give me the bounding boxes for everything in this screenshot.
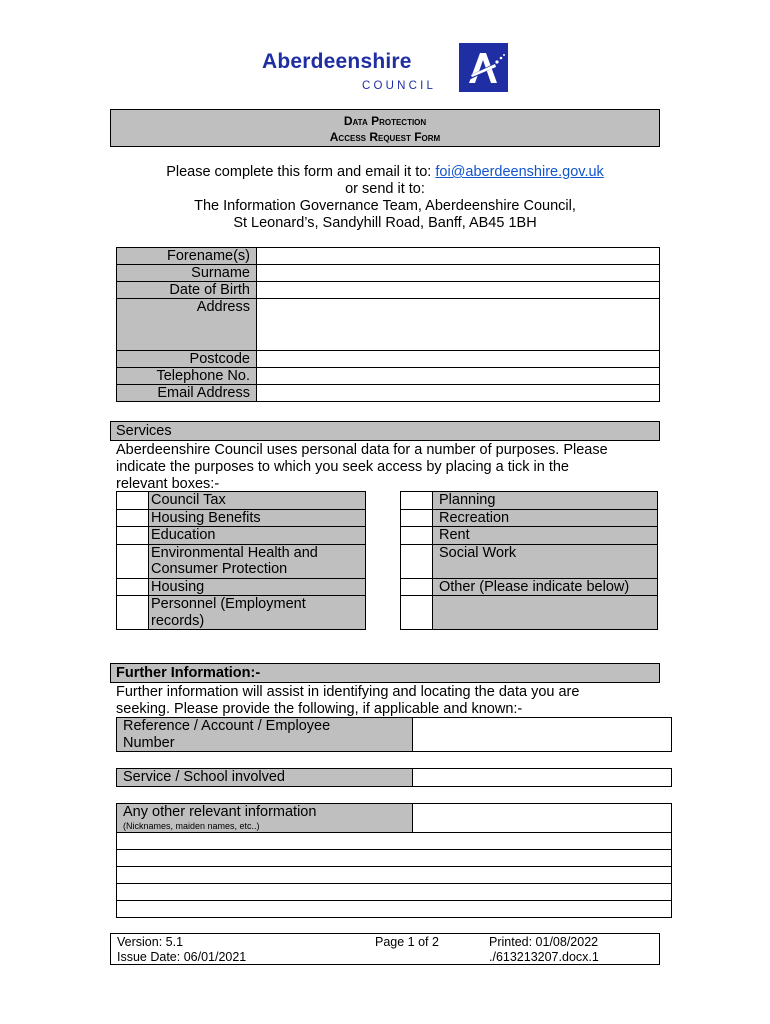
rent-label: Rent (433, 527, 658, 545)
other-info-line-3[interactable] (117, 866, 672, 883)
service-school-table (116, 768, 672, 787)
email-link[interactable]: foi@aberdeenshire.gov.uk (435, 164, 604, 180)
email-field[interactable] (257, 385, 660, 402)
blank-label (433, 596, 658, 630)
further-info-heading: Further Information:- (110, 663, 660, 683)
surname-field[interactable] (257, 265, 660, 282)
social-work-checkbox[interactable] (401, 544, 433, 578)
recreation-checkbox[interactable] (401, 509, 433, 527)
environmental-health-label: Environmental Health and Consumer Protection (149, 544, 366, 578)
services-heading: Services (110, 421, 660, 441)
other-info-line-1[interactable] (117, 832, 672, 849)
other-info-field[interactable] (413, 804, 672, 833)
telephone-label: Telephone No. (117, 368, 257, 385)
further-info-description-l1: Further information will assist in identifying and locating the data you are (116, 684, 580, 700)
footer-issue-date: Issue Date: 06/01/2021 (117, 950, 247, 964)
address-field[interactable] (257, 299, 660, 351)
service-school-field[interactable] (413, 769, 672, 787)
form-title-line1: Data Protection (343, 114, 427, 128)
reference-table (116, 717, 672, 752)
telephone-field[interactable] (257, 368, 660, 385)
other-info-line-4[interactable] (117, 883, 672, 900)
services-right-table (400, 491, 658, 630)
personal-details-table (116, 247, 660, 402)
footer-page-number: Page 1 of 2 (375, 935, 439, 949)
other-info-table (116, 803, 672, 918)
intro-line4: St Leonard’s, Sandyhill Road, Banff, AB45 1BH (233, 215, 537, 231)
housing-benefits-checkbox[interactable] (117, 509, 149, 527)
intro-line2: or send it to: (345, 181, 425, 197)
recreation-label: Recreation (433, 509, 658, 527)
other-checkbox[interactable] (401, 578, 433, 596)
postcode-field[interactable] (257, 351, 660, 368)
rent-checkbox[interactable] (401, 527, 433, 545)
surname-label: Surname (117, 265, 257, 282)
services-description-l3: relevant boxes:- (116, 476, 220, 492)
postcode-label: Postcode (117, 351, 257, 368)
dob-field[interactable] (257, 282, 660, 299)
personnel-checkbox[interactable] (117, 596, 149, 630)
planning-label: Planning (433, 492, 658, 510)
other-label: Other (Please indicate below) (433, 578, 658, 596)
address-label: Address (117, 299, 257, 351)
forename-field[interactable] (257, 248, 660, 265)
email-label: Email Address (117, 385, 257, 402)
footer-file-name: ./613213207.docx.1 (489, 950, 599, 964)
environmental-health-checkbox[interactable] (117, 544, 149, 578)
education-label: Education (149, 527, 366, 545)
form-title-banner (110, 109, 660, 147)
form-title-line2: Access Request Form (329, 130, 441, 144)
reference-label: Reference / Account / Employee Number (117, 718, 413, 752)
intro-line3: The Information Governance Team, Aberdeenshire Council, (194, 198, 576, 214)
housing-checkbox[interactable] (117, 578, 149, 596)
forename-label: Forename(s) (117, 248, 257, 265)
blank-checkbox[interactable] (401, 596, 433, 630)
footer-printed-date: Printed: 01/08/2022 (489, 935, 599, 949)
personnel-label: Personnel (Employment records) (149, 596, 366, 630)
service-school-label: Service / School involved (117, 769, 413, 787)
footer-version: Version: 5.1 (117, 935, 184, 949)
housing-benefits-label: Housing Benefits (149, 509, 366, 527)
intro-line1: Please complete this form and email it to: foi@aberdeenshire.gov.uk (166, 164, 604, 180)
housing-label: Housing (149, 578, 366, 596)
other-info-label: Any other relevant information (Nicknames, maiden names, etc..) (117, 804, 413, 833)
services-left-table (116, 491, 366, 630)
other-info-line-2[interactable] (117, 849, 672, 866)
council-tax-label: Council Tax (149, 492, 366, 510)
council-name: Aberdeenshire (262, 50, 412, 73)
other-info-line-5[interactable] (117, 900, 672, 917)
council-tax-checkbox[interactable] (117, 492, 149, 510)
other-info-hint: (Nicknames, maiden names, etc..) (123, 820, 260, 831)
dob-label: Date of Birth (117, 282, 257, 299)
page-footer (110, 933, 660, 965)
council-logo-icon (459, 43, 508, 92)
education-checkbox[interactable] (117, 527, 149, 545)
reference-field[interactable] (413, 718, 672, 752)
services-description-l2: indicate the purposes to which you seek access by placing a tick in the (116, 459, 569, 475)
social-work-label: Social Work (433, 544, 658, 578)
council-subtitle: COUNCIL (362, 80, 437, 92)
further-info-description-l2: seeking. Please provide the following, if applicable and known:- (116, 701, 523, 717)
planning-checkbox[interactable] (401, 492, 433, 510)
services-description-l1: Aberdeenshire Council uses personal data for a number of purposes. Please (116, 442, 608, 458)
